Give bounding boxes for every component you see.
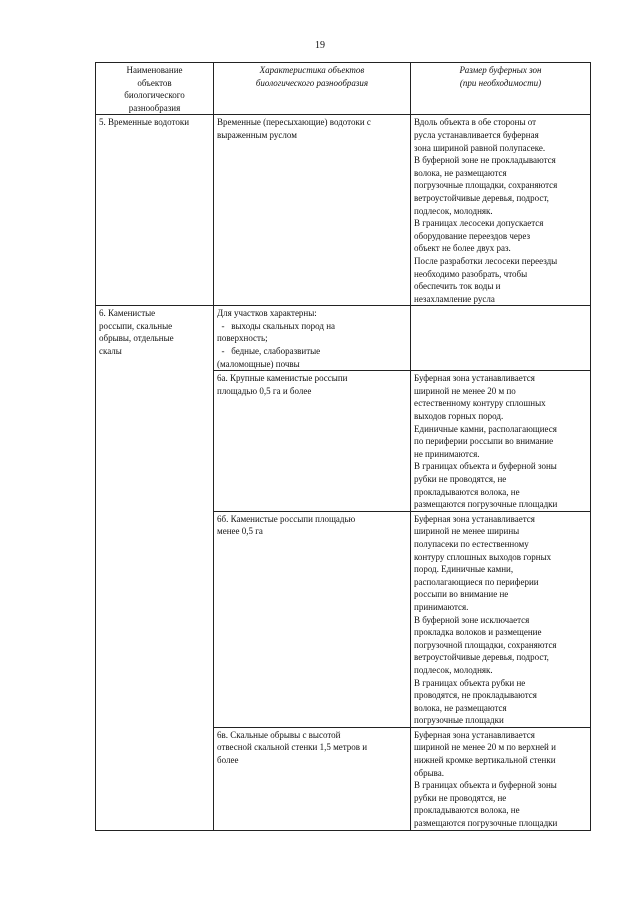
- text-line: поверхность;: [217, 333, 268, 344]
- text-line: обеспечить ток воды и: [414, 281, 501, 292]
- page-number: 19: [315, 40, 325, 51]
- row6a-characteristic-cell: [214, 371, 411, 512]
- text-line: (маломощные) почвы: [217, 358, 300, 369]
- text-line: пород. Единичные камни,: [414, 564, 514, 575]
- text-line: Размер буферных зон: [459, 65, 542, 75]
- text-line: ветроустойчивые деревья, подрост,: [414, 192, 549, 203]
- text-line: подлесок, молодняк.: [414, 205, 493, 216]
- text-line: В границах лесосеки допускается: [414, 218, 544, 229]
- text-line: После разработки лесосеки переезды: [414, 255, 558, 266]
- text-line: Временные (пересыхающие) водотоки с: [217, 117, 371, 128]
- table-row: [96, 115, 591, 306]
- text-line: полупасеки по естественному: [414, 538, 529, 549]
- text-line: принимаются.: [414, 601, 469, 612]
- text-line: проводятся, не прокладываются: [414, 690, 537, 701]
- text-line: площадью 0,5 га и более: [217, 385, 312, 396]
- row6b-buffer-cell: [411, 511, 591, 727]
- text-line: по периферии россыпи во внимание: [414, 436, 554, 447]
- text-line: выходов горных пород.: [414, 411, 504, 422]
- text-line: 5. Временные водотоки: [99, 117, 190, 128]
- text-line: Вдоль объекта в обе стороны от: [414, 117, 537, 128]
- text-line: объектов: [137, 77, 172, 88]
- text-line: рубки не проводятся, не: [414, 474, 507, 484]
- text-line: обрывы, отдельные: [99, 333, 174, 344]
- text-line: Единичные камни, располагающиеся: [414, 423, 557, 434]
- row5-characteristic-cell: [214, 115, 411, 306]
- row6-characteristic-cell: [214, 306, 411, 371]
- text-line: (при необходимости): [459, 77, 542, 88]
- text-line: 6а. Крупные каменистые россыпи: [217, 373, 348, 384]
- text-line: шириной не менее 20 м по верхней и: [414, 742, 556, 753]
- text-line: Буферная зона устанавливается: [414, 729, 535, 740]
- text-line: 6в. Скальные обрывы с высотой: [217, 729, 341, 740]
- text-line: естественному контуру сплошных: [414, 398, 546, 409]
- text-line: россыпи во внимание не: [414, 589, 509, 600]
- row6v-buffer-cell: [411, 727, 591, 830]
- row6-name-cell: [96, 306, 214, 830]
- text-line: шириной не менее 20 м по: [414, 385, 516, 396]
- text-line: 6. Каменистые: [99, 308, 156, 319]
- text-line: Для участков характерны:: [217, 308, 317, 319]
- text-line: Буферная зона устанавливается: [414, 513, 535, 524]
- header-cell-characteristic: [214, 63, 411, 115]
- text-line: нижней кромке вертикальной стенки: [414, 755, 556, 766]
- text-line: прокладываются волока, не: [414, 805, 520, 816]
- text-line: русла устанавливается буферная: [414, 129, 539, 140]
- row6-buffer-cell: [411, 306, 591, 371]
- text-line: контуру сплошных выходов горных: [414, 551, 552, 562]
- text-line: - бедные, слаборазвитые: [217, 346, 321, 357]
- table-row: [96, 306, 591, 371]
- text-line: более: [217, 755, 239, 766]
- text-line: В буферной зоне не прокладываются: [414, 155, 556, 166]
- text-line: оборудование переездов через: [414, 230, 531, 241]
- text-line: В границах объекта рубки не: [414, 677, 526, 688]
- row6a-buffer-cell: [411, 371, 591, 512]
- text-line: отвесной скальной стенки 1,5 метров и: [217, 742, 368, 753]
- row6v-characteristic-cell: [214, 727, 411, 830]
- text-line: прокладка волоков и размещение: [414, 627, 542, 638]
- text-line: разнообразия: [128, 102, 181, 113]
- text-line: скалы: [99, 346, 122, 357]
- text-line: выраженным руслом: [217, 129, 297, 140]
- text-line: необходимо разобрать, чтобы: [414, 268, 528, 279]
- text-line: биологического: [124, 90, 185, 101]
- header-cell-name: [96, 63, 214, 115]
- text-line: биологического разнообразия: [255, 77, 369, 88]
- text-line: россыпи, скальные: [99, 320, 173, 331]
- row5-buffer-cell: [411, 115, 591, 306]
- text-line: 6б. Каменистые россыпи площадью: [217, 513, 356, 524]
- biodiversity-table: [95, 62, 591, 831]
- text-line: подлесок, молодняк.: [414, 664, 493, 675]
- text-line: зона шириной равной полупасеке.: [414, 142, 546, 153]
- text-line: В границах объекта и буферной зоны: [414, 780, 557, 791]
- text-line: ветроустойчивые деревья, подрост,: [414, 652, 549, 663]
- text-line: незахламление русла: [414, 293, 495, 304]
- text-line: не принимаются.: [414, 448, 480, 459]
- text-line: - выходы скальных пород на: [217, 320, 336, 331]
- text-line: погрузочной площадки, сохраняются: [414, 639, 557, 650]
- text-line: обрыва.: [414, 767, 445, 778]
- text-line: Характеристика объектов: [259, 65, 365, 75]
- text-line: прокладываются волока, не: [414, 486, 520, 497]
- text-line: погрузочные площадки: [414, 715, 504, 726]
- text-line: размещаются погрузочные площадки: [414, 818, 558, 829]
- text-line: В буферной зоне исключается: [414, 614, 530, 625]
- text-line: менее 0,5 га: [217, 526, 263, 537]
- text-line: шириной не менее ширины: [414, 526, 520, 537]
- text-line: объект не более двух раз.: [414, 243, 511, 254]
- text-line: Буферная зона устанавливается: [414, 373, 535, 384]
- table-header-row: [96, 63, 591, 115]
- text-line: рубки не проводятся, не: [414, 792, 507, 803]
- text-line: волока, не размещаются: [414, 702, 507, 713]
- text-line: волока, не размещаются: [414, 167, 507, 178]
- row5-name-cell: [96, 115, 214, 306]
- text-line: Наименование: [126, 65, 183, 75]
- header-cell-buffer: [411, 63, 591, 115]
- row6b-characteristic-cell: [214, 511, 411, 727]
- text-line: В границах объекта и буферной зоны: [414, 461, 557, 472]
- text-line: размещаются погрузочные площадки: [414, 499, 558, 510]
- text-line: располагающиеся по периферии: [414, 576, 539, 587]
- text-line: погрузочные площадки, сохраняются: [414, 180, 558, 191]
